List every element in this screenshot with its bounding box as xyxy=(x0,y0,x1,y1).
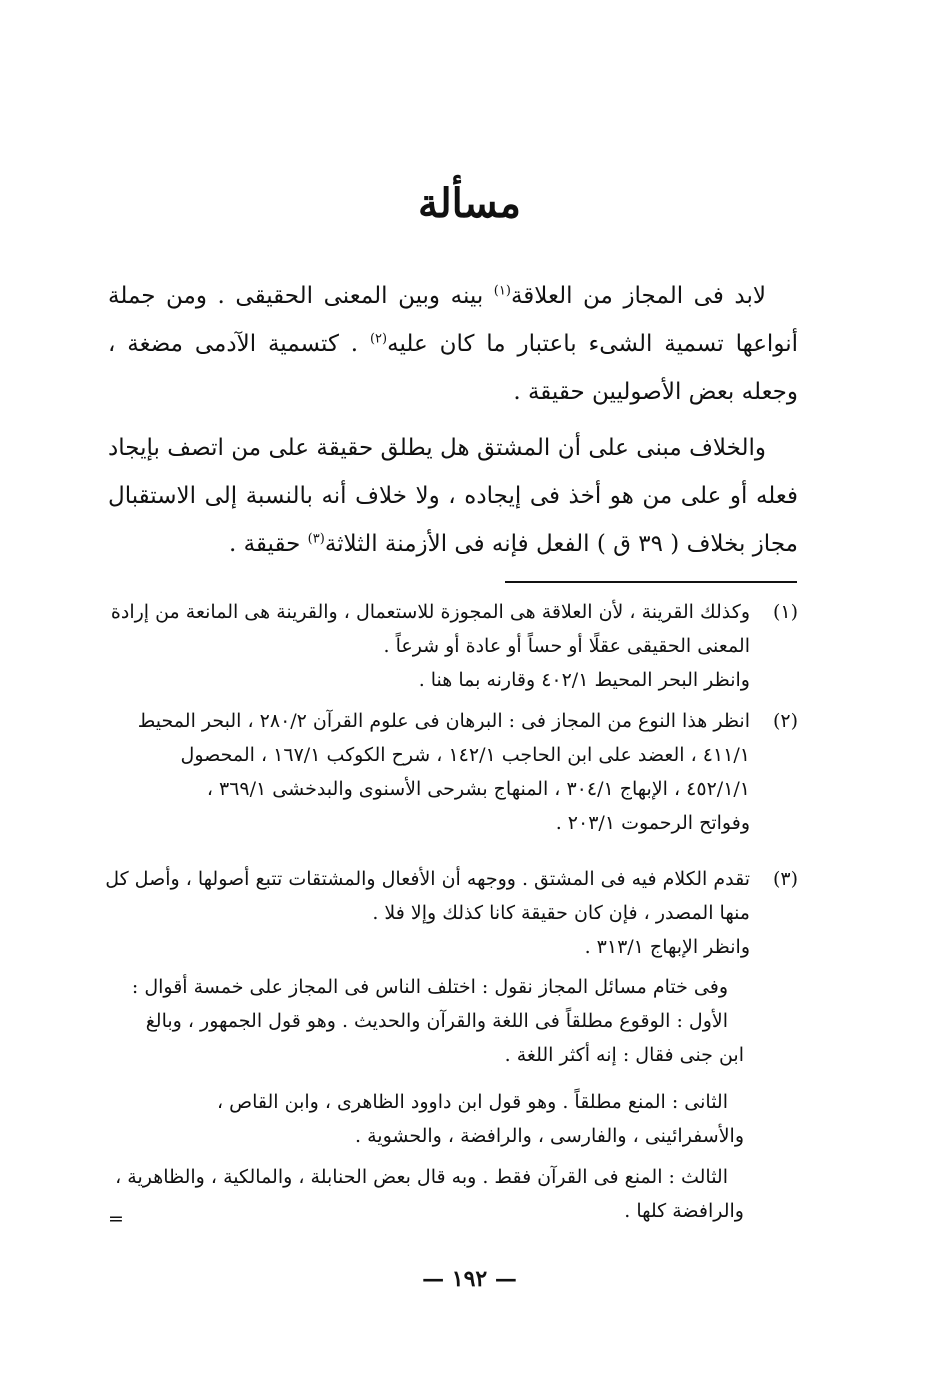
closing-line: وفى ختام مسائل المجاز نقول : اختلف الناس فى المجاز على خمسة أقوال : xyxy=(131,976,728,998)
closing-line: الأول : الوقوع مطلقاً فى اللغة والقرآن والحديث . وهو قول الجمهور ، وبالغ xyxy=(145,1010,728,1032)
footnote-2 xyxy=(108,704,798,840)
footnote-line: وفواتح الرحموت ٢٠٣/١ . xyxy=(555,812,750,834)
footnote-line: وانظر الإبهاج ٣١٣/١ . xyxy=(584,936,750,958)
page-title: مسألة xyxy=(418,180,521,227)
footnote-number: (٣) xyxy=(772,868,798,890)
main-paragraph-2 xyxy=(108,424,798,568)
footnote-line: تقدم الكلام فيه فى المشتق . ووجهه أن الأفعال والمشتقات تتبع أصولها ، وأصل كل xyxy=(105,868,750,890)
closing-line: الثالث : المنع فى القرآن فقط . وبه قال بعض الحنابلة ، والمالكية ، والظاهرية ، xyxy=(115,1166,728,1188)
closing-note-block-1 xyxy=(108,970,744,1072)
footnote-line: وانظر البحر المحيط ٤٠٢/١ وقارنه بما هنا . xyxy=(418,669,750,691)
closing-line: والأسفرائينى ، والفارسى ، والرافضة ، والحشوية . xyxy=(355,1125,744,1147)
footnote-line: منها المصدر ، فإن كان حقيقة كانا كذلك وإلا فلا . xyxy=(372,902,750,924)
footnote-3 xyxy=(105,862,798,964)
footnote-line: المعنى الحقيقى عقلًا أو حساً أو عادة أو شرعاً . xyxy=(383,635,750,657)
closing-line: الثانى : المنع مطلقاً . وهو قول ابن داوود الظاهرى ، وابن القاص ، xyxy=(216,1091,728,1113)
closing-note-block-3 xyxy=(108,1160,744,1228)
footnote-line: ٤٥٢/١/١ ، الإبهاج ٣٠٤/١ ، المنهاج بشرحى الأسنوى والبدخشى ٣٦٩/١ ، xyxy=(206,778,750,800)
footnote-line: ٤١١/١ ، العضد على ابن الحاجب ١٤٢/١ ، شرح الكوكب ١٦٧/١ ، المحصول xyxy=(180,744,750,766)
paragraph-text: حقيقة . xyxy=(228,531,308,557)
page-number: — ١٩٢ — xyxy=(422,1266,517,1292)
main-paragraph-1 xyxy=(108,272,798,416)
footnote-1 xyxy=(108,595,798,697)
footnote-line: وكذلك القرينة ، لأن العلاقة هى المجوزة للاستعمال ، والقرينة هى المانعة من إرادة xyxy=(110,601,750,623)
footnote-number: (٢) xyxy=(772,710,798,732)
footnote-ref-3[interactable]: (٣) xyxy=(307,531,325,547)
paragraph-text: بينه وبين المعنى الحقيقى . ومن جملة أنواعها تسمية الشىء باعتبار ما كان عليه xyxy=(108,283,798,357)
closing-line: والرافضة كلها . xyxy=(624,1200,744,1222)
footnote-ref-2[interactable]: (٢) xyxy=(369,331,388,347)
continuation-mark: = xyxy=(108,1208,124,1230)
closing-line: ابن جنى فقال : إنه أكثر اللغة . xyxy=(504,1044,744,1066)
footnote-ref-1[interactable]: (١) xyxy=(493,283,511,299)
footnote-line: انظر هذا النوع من المجاز فى : البرهان فى علوم القرآن ٢٨٠/٢ ، البحر المحيط xyxy=(137,710,750,732)
footnote-separator xyxy=(505,581,797,583)
closing-note-block-2 xyxy=(108,1085,744,1153)
paragraph-text: . كتسمية الآدمى مضغة ، وجعله بعض الأصوليين حقيقة . xyxy=(108,331,798,405)
paragraph-text: لابد فى المجاز من العلاقة xyxy=(510,283,766,309)
footnote-number: (١) xyxy=(772,601,798,623)
paragraph-text: والخلاف مبنى على أن المشتق هل يطلق حقيقة على من اتصف بإيجاد فعله أو على من هو أخذ فى إيجاده ، ولا خلاف أنه بالنسبة إلى الاستقبال مجاز بخلاف ( ٣٩ ق ) الفعل فإنه فى الأزمنة الثلاثة xyxy=(108,435,798,557)
